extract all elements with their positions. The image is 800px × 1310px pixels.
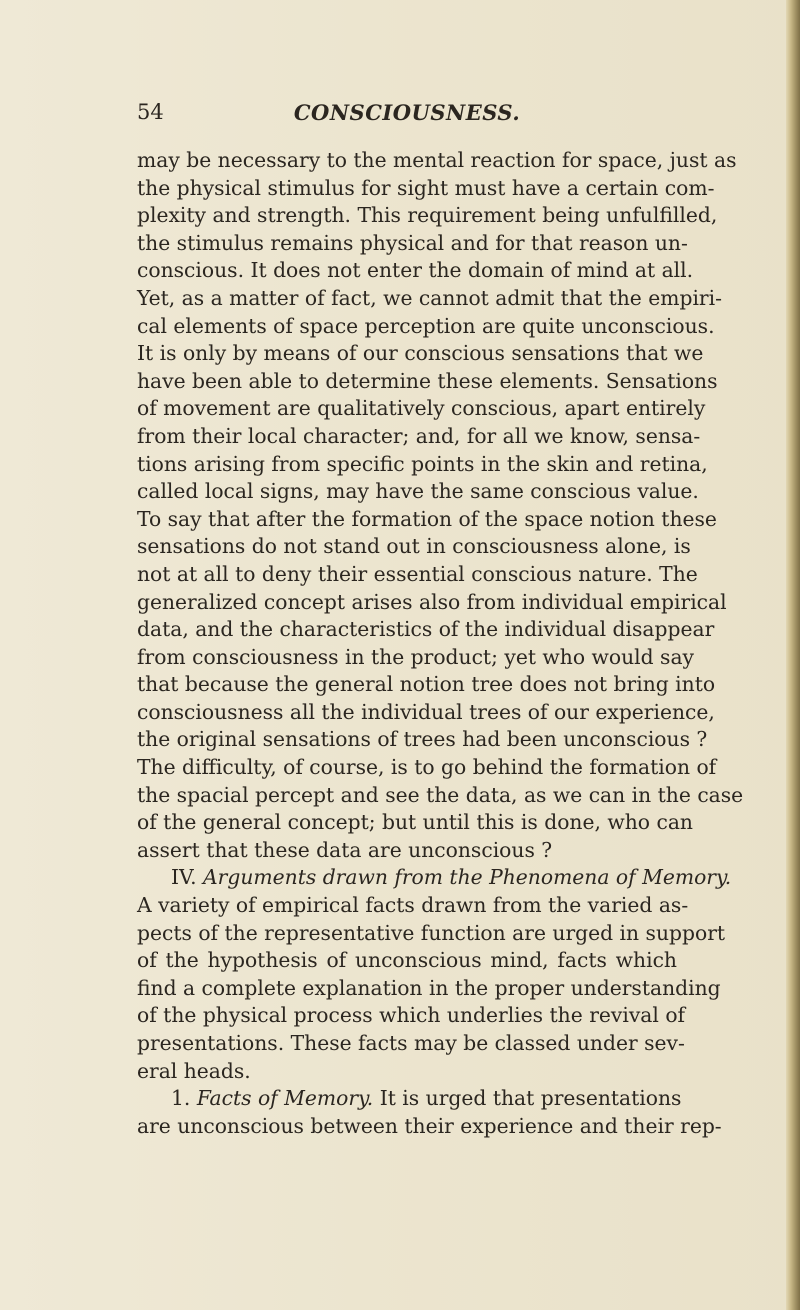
text-line: tions arising from specific points in the skin and retina,	[137, 451, 708, 476]
text-line: eral heads.	[137, 1058, 251, 1083]
text-line: generalized concept arises also from individual empirical	[137, 589, 727, 614]
text-line: plexity and strength. This requirement being unfulfilled,	[137, 203, 718, 228]
section-numeral: IV.	[171, 865, 197, 890]
text-line: data, and the characteristics of the individual disappear	[137, 617, 715, 642]
text-line: are unconscious between their experience and their rep-	[137, 1113, 722, 1138]
page-number: 54	[137, 100, 164, 124]
text-line: The difficulty, of course, is to go behind the formation of	[137, 755, 717, 780]
subsection-heading-1	[137, 1085, 682, 1113]
text-line: from consciousness in the product; yet who would say	[137, 644, 695, 669]
text-line: called local signs, may have the same conscious value.	[137, 479, 699, 504]
text-line: find a complete explanation in the proper understanding	[137, 975, 721, 1000]
text-line: the physical stimulus for sight must have a certain com-	[137, 175, 715, 200]
text-line: cal elements of space perception are quite unconscious.	[137, 313, 715, 338]
text-line: A variety of empirical facts drawn from the varied as-	[137, 893, 689, 918]
text-line: assert that these data are unconscious ?	[137, 837, 553, 862]
text-line: that because the general notion tree does not bring into	[137, 672, 716, 697]
section-heading-text: Arguments drawn from the Phenomena of Memory.	[203, 865, 732, 890]
text-line: sensations do not stand out in consciousness alone, is	[137, 534, 691, 559]
body-text	[137, 147, 744, 1140]
text-line: of the general concept; but until this is done, who can	[137, 810, 693, 835]
text-line: not at all to deny their essential conscious nature. The	[137, 561, 698, 586]
subsection-numeral: 1.	[171, 1086, 191, 1111]
text-line: the spacial percept and see the data, as we can in the case	[137, 782, 744, 807]
text-line: It is only by means of our conscious sensations that we	[137, 341, 704, 366]
text-line: pects of the representative function are urged in support	[137, 920, 726, 945]
subsection-heading-text: Facts of Memory.	[196, 1086, 374, 1111]
text-line: To say that after the formation of the space notion these	[137, 506, 717, 531]
text-line: have been able to determine these elements. Sensations	[137, 368, 718, 393]
page-edge	[786, 0, 800, 1310]
text-line: of the hypothesis of unconscious mind, facts which	[137, 948, 677, 973]
text-line: Yet, as a matter of fact, we cannot admit that the empiri-	[137, 285, 722, 310]
text-line: from their local character; and, for all we know, sensa-	[137, 423, 701, 448]
text-line: may be necessary to the mental reaction for space, just as	[137, 148, 737, 172]
subsection-first-line: It is urged that presentations	[379, 1086, 682, 1111]
text-line: of the physical process which underlies the revival of	[137, 1003, 686, 1028]
text-line: presentations. These facts may be classed under sev-	[137, 1031, 685, 1055]
text-line: conscious. It does not enter the domain of mind at all.	[137, 258, 694, 283]
text-line: the stimulus remains physical and for that reason un-	[137, 230, 688, 255]
page-header	[137, 100, 677, 130]
running-title: CONSCIOUSNESS.	[293, 100, 521, 125]
text-line: of movement are qualitatively conscious, apart entirely	[137, 396, 706, 421]
text-line: the original sensations of trees had been unconscious ?	[137, 727, 708, 752]
text-line: consciousness all the individual trees of our experience,	[137, 699, 715, 724]
section-heading-iv	[137, 864, 732, 892]
